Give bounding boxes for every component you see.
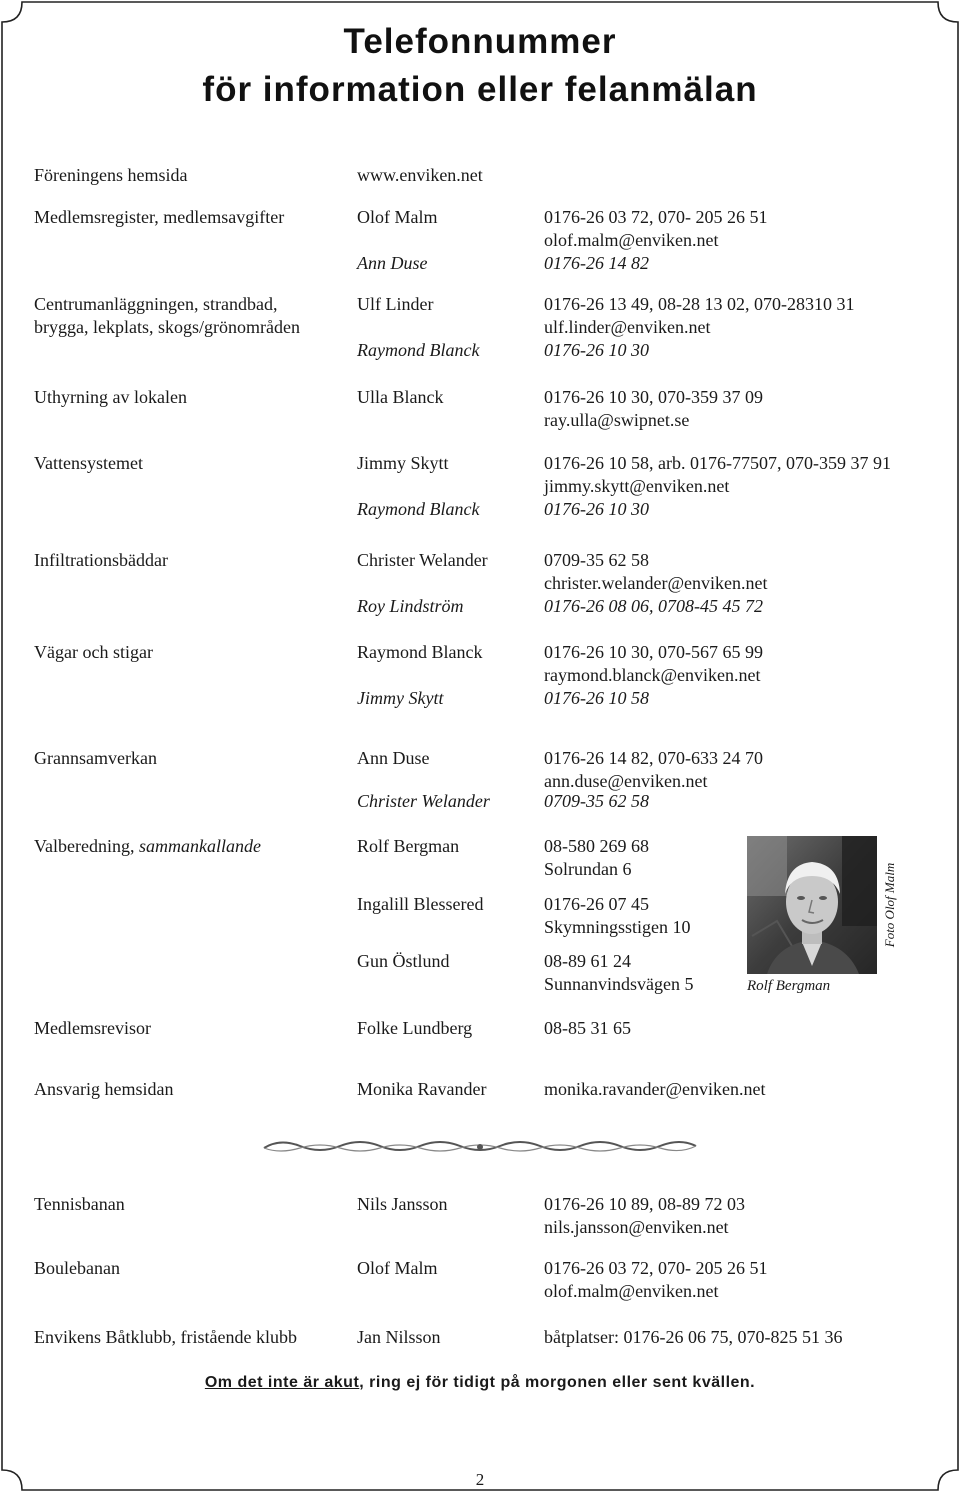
- entry-contact-name-text: Jimmy Skytt: [357, 688, 444, 708]
- entry-category-text: Infiltrationsbäddar: [34, 550, 168, 570]
- entry-contact-detail: [544, 687, 649, 710]
- entry-category-text: Envikens Båtklubb, fristående klubb: [34, 1327, 297, 1347]
- entry-contact-name-text: Ann Duse: [357, 253, 428, 273]
- entry-category: [34, 452, 143, 475]
- footnote-underlined: Om det inte är akut: [204, 1374, 360, 1391]
- entry-category: [34, 1326, 297, 1349]
- entry-contact-name-text: Nils Jansson: [357, 1194, 448, 1214]
- entry-contact-name: [357, 595, 464, 618]
- entry-contact-detail: [544, 1280, 719, 1303]
- entry-contact-detail-text: 0709-35 62 58: [544, 790, 649, 811]
- entry-contact-name: [357, 1017, 472, 1040]
- entry-category-text: Boulebanan: [34, 1258, 120, 1278]
- entry-contact-detail: [544, 858, 632, 881]
- entry-contact-name-text: Jan Nilsson: [357, 1327, 441, 1347]
- entry-contact-name-text: Folke Lundberg: [357, 1018, 473, 1038]
- entry-contact-name-text: Ulla Blanck: [357, 387, 444, 407]
- entry-contact-detail-text: 08-85 31 65: [544, 1018, 631, 1038]
- entry-contact-name-text: www.enviken.net: [357, 165, 483, 185]
- entry-contact-detail: [544, 572, 768, 595]
- entry-contact-detail-text: christer.welander@enviken.net: [544, 573, 768, 593]
- entry-contact-detail: [544, 475, 729, 498]
- entry-contact-name: [357, 1078, 486, 1101]
- entry-contact-name: [357, 293, 433, 316]
- entry-category-text: Medlemsregister, medlemsavgifter: [34, 207, 285, 227]
- entry-contact-name-text: Raymond Blanck: [357, 642, 483, 662]
- photo-credit-text: Foto Olof Malm: [882, 862, 897, 948]
- footnote-rest: , ring ej för tidigt på morgonen eller sent kvällen.: [359, 1374, 756, 1391]
- entry-contact-detail: [544, 1078, 766, 1101]
- entry-contact-name-text: Olof Malm: [357, 207, 438, 227]
- entry-contact-detail-text: Sunnanvindsvägen 5: [544, 974, 694, 994]
- entry-category: [34, 835, 261, 858]
- entry-contact-detail-text: jimmy.skytt@enviken.net: [544, 476, 730, 496]
- entry-contact-detail-text: ulf.linder@enviken.net: [544, 317, 711, 337]
- entry-contact-detail: [544, 316, 711, 339]
- entry-contact-detail: [544, 790, 649, 813]
- entry-category-text: Vattensystemet: [34, 453, 143, 473]
- entry-contact-detail: [544, 950, 631, 973]
- entry-contact-detail-text: 0176-26 10 89, 08-89 72 03: [544, 1194, 745, 1214]
- entry-contact-detail: [544, 206, 768, 229]
- entry-contact-detail: [544, 1017, 631, 1040]
- entry-contact-name: [357, 1326, 441, 1349]
- entry-contact-detail: [544, 1193, 745, 1216]
- entry-contact-name-text: Ulf Linder: [357, 294, 434, 314]
- entry-contact-name: [357, 641, 482, 664]
- entry-contact-detail-text: 0176-26 10 30: [544, 499, 649, 519]
- entry-contact-detail: [544, 747, 763, 770]
- entry-contact-name-text: Jimmy Skytt: [357, 453, 449, 473]
- entry-contact-detail-text: 0176-26 10 30, 070-359 37 09: [544, 387, 763, 407]
- entry-category-text: Vägar och stigar: [34, 642, 153, 662]
- entry-contact-detail: [544, 293, 854, 316]
- entry-contact-detail: [544, 835, 649, 858]
- entry-contact-detail: [544, 1326, 842, 1349]
- entry-contact-name-text: Ann Duse: [357, 748, 430, 768]
- entry-contact-name-text: Christer Welander: [357, 790, 490, 811]
- entry-contact-detail-text: 0176-26 13 49, 08-28 13 02, 070-28310 31: [544, 294, 855, 314]
- entry-category: [34, 386, 187, 409]
- entry-contact-detail-text: 08-89 61 24: [544, 951, 631, 971]
- entry-contact-detail-text: 0176-26 07 45: [544, 893, 649, 914]
- page-number: 2: [475, 1470, 485, 1489]
- photo-caption: Rolf Bergman: [747, 978, 831, 994]
- portrait-photo: [747, 836, 877, 974]
- entry-contact-detail-text: ray.ulla@swipnet.se: [544, 410, 690, 430]
- entry-contact-name-text: Raymond Blanck: [357, 340, 480, 360]
- entry-category: [34, 206, 284, 229]
- entry-contact-name: [357, 164, 483, 187]
- entry-contact-detail-text: olof.malm@enviken.net: [544, 230, 719, 250]
- entry-contact-name: [357, 1193, 448, 1216]
- entry-contact-name: [357, 687, 443, 710]
- entry-category-text: Uthyrning av lokalen: [34, 387, 187, 407]
- entry-contact-detail: [544, 1257, 768, 1280]
- urgency-footnote: [0, 1374, 960, 1392]
- entry-category-text: Valberedning,: [34, 836, 139, 856]
- entry-contact-name: [357, 252, 428, 275]
- entry-contact-detail: [544, 252, 649, 275]
- entry-contact-detail: [544, 386, 763, 409]
- entry-contact-detail: [544, 1216, 729, 1239]
- entry-category-text: Centrumanläggningen, strandbad,: [34, 294, 278, 314]
- entry-category: [34, 549, 168, 572]
- entry-contact-detail-text: 0176-26 10 30: [544, 340, 649, 360]
- entry-category: [34, 316, 300, 339]
- entry-category-text: Tennisbanan: [34, 1194, 125, 1214]
- entry-contact-detail-text: Skymningsstigen 10: [544, 916, 691, 937]
- entry-contact-detail-text: 0176-26 08 06, 0708-45 45 72: [544, 596, 763, 616]
- entry-category: [34, 1078, 173, 1101]
- entry-contact-detail-text: 0176-26 10 58, arb. 0176-77507, 070-359 37 91: [544, 453, 891, 473]
- entry-category-qualifier: sammankallande: [138, 836, 261, 856]
- entry-contact-name-text: Gun Östlund: [357, 951, 450, 971]
- entry-contact-name: [357, 339, 479, 362]
- entry-contact-detail: [544, 595, 763, 618]
- entry-category: [34, 293, 277, 316]
- entry-contact-detail-text: raymond.blanck@enviken.net: [544, 665, 761, 685]
- entry-contact-name: [357, 206, 438, 229]
- page-title-line-1: Telefonnummer: [343, 22, 617, 61]
- entry-contact-name: [357, 790, 490, 813]
- entry-category: [34, 1257, 120, 1280]
- entry-contact-name-text: Olof Malm: [357, 1258, 438, 1278]
- entry-contact-name: [357, 950, 450, 973]
- entry-contact-detail-text: 0709-35 62 58: [544, 550, 649, 570]
- entry-contact-detail: [544, 549, 649, 572]
- entry-contact-detail: [544, 409, 689, 432]
- entry-category: [34, 747, 157, 770]
- entry-contact-name-text: Christer Welander: [357, 550, 488, 570]
- entry-contact-name: [357, 1257, 438, 1280]
- page-title-line-2: för information eller felanmälan: [202, 70, 758, 109]
- entry-category-text: Medlemsrevisor: [34, 1018, 151, 1038]
- entry-contact-detail: [544, 339, 649, 362]
- entry-contact-name-text: Roy Lindström: [357, 596, 464, 616]
- entry-contact-detail: [544, 916, 691, 939]
- entry-category-text: Ansvarig hemsidan: [34, 1079, 174, 1099]
- entry-category: [34, 1193, 125, 1216]
- entry-contact-detail-text: olof.malm@enviken.net: [544, 1281, 719, 1301]
- entry-contact-detail-text: 0176-26 14 82: [544, 253, 649, 273]
- photo-credit: [879, 836, 901, 974]
- entry-contact-detail: [544, 452, 891, 475]
- entry-category: [34, 641, 153, 664]
- entry-contact-detail-text: 0176-26 03 72, 070- 205 26 51: [544, 207, 768, 227]
- entry-contact-name-text: Rolf Bergman: [357, 836, 460, 856]
- entry-contact-detail-text: 0176-26 10 58: [544, 688, 649, 708]
- entry-contact-detail: [544, 229, 719, 252]
- entry-contact-detail-text: 08-580 269 68: [544, 836, 649, 856]
- entry-contact-detail-text: nils.jansson@enviken.net: [544, 1217, 729, 1237]
- entry-contact-name: [357, 452, 449, 475]
- entry-contact-detail-text: ann.duse@enviken.net: [544, 771, 708, 791]
- entry-contact-name: [357, 386, 443, 409]
- entry-contact-name: [357, 549, 488, 572]
- entry-contact-detail-text: 0176-26 10 30, 070-567 65 99: [544, 642, 763, 662]
- entry-category-text: brygga, lekplats, skogs/grönområden: [34, 317, 300, 337]
- entry-contact-detail: [544, 664, 761, 687]
- entry-contact-name-text: Raymond Blanck: [357, 499, 480, 519]
- entry-contact-name: [357, 893, 483, 916]
- ornamental-divider: [260, 1136, 700, 1156]
- entry-contact-name-text: Ingalill Blessered: [357, 893, 484, 914]
- entry-contact-detail: [544, 498, 649, 521]
- entry-contact-detail-text: Solrundan 6: [544, 859, 632, 879]
- entry-category-text: Grannsamverkan: [34, 748, 157, 768]
- entry-contact-detail-text: båtplatser: 0176-26 06 75, 070-825 51 36: [544, 1327, 843, 1347]
- entry-category: [34, 1017, 151, 1040]
- entry-category-text: Föreningens hemsida: [34, 165, 188, 185]
- entry-contact-name-text: Monika Ravander: [357, 1079, 487, 1099]
- entry-contact-detail-text: monika.ravander@enviken.net: [544, 1079, 766, 1099]
- entry-contact-name: [357, 747, 430, 770]
- entry-contact-name: [357, 498, 479, 521]
- entry-contact-detail-text: 0176-26 14 82, 070-633 24 70: [544, 748, 763, 768]
- entry-category: [34, 164, 187, 187]
- entry-contact-detail: [544, 641, 763, 664]
- entry-contact-detail: [544, 973, 693, 996]
- entry-contact-name: [357, 835, 459, 858]
- entry-contact-detail-text: 0176-26 03 72, 070- 205 26 51: [544, 1258, 768, 1278]
- entry-contact-detail: [544, 893, 649, 916]
